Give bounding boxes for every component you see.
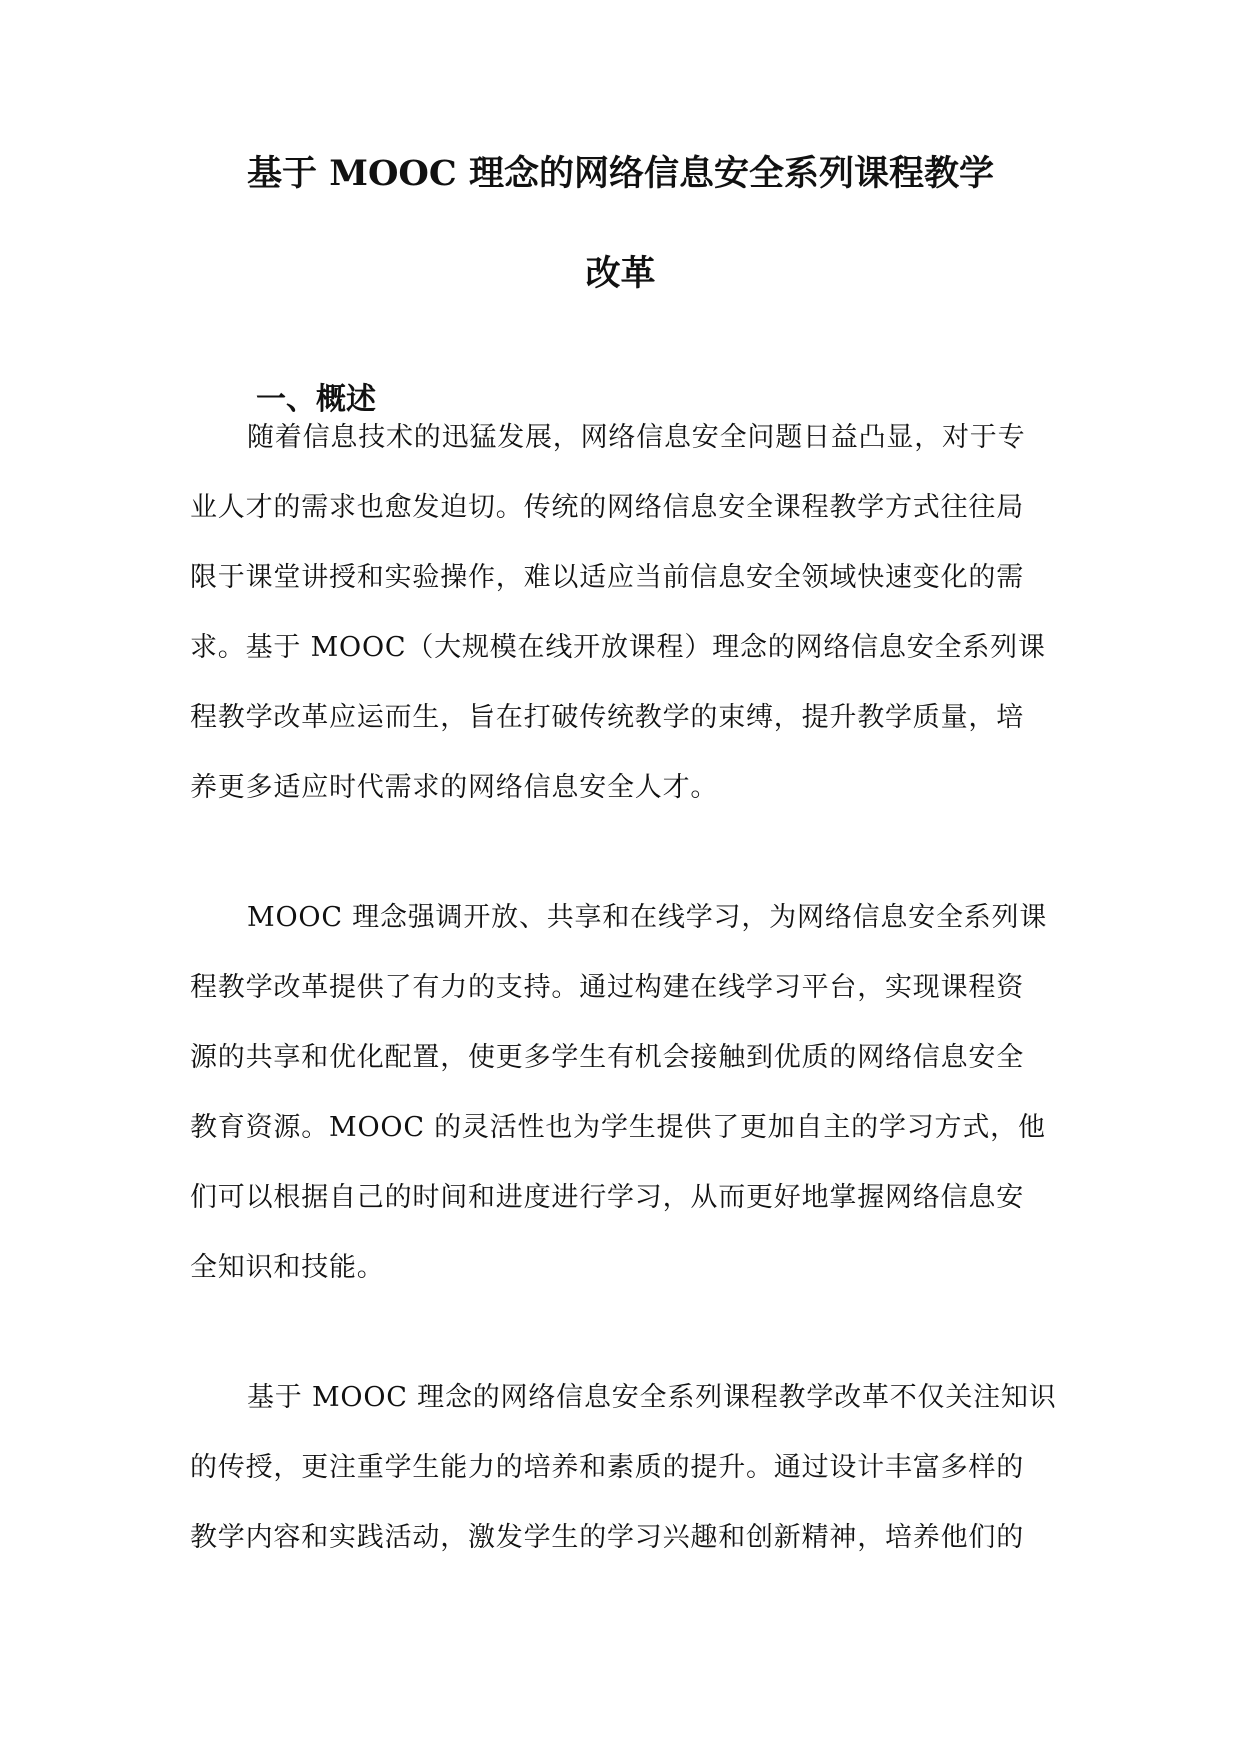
document-title-line-1: 基于 MOOC 理念的网络信息安全系列课程教学 xyxy=(247,153,994,194)
paragraph-line: 程教学改革提供了有力的支持。通过构建在线学习平台，实现课程资 xyxy=(190,972,1024,1003)
document-title-line-2: 改革 xyxy=(585,253,656,294)
paragraph-line: 教育资源。MOOC 的灵活性也为学生提供了更加自主的学习方式，他 xyxy=(190,1112,1046,1143)
paragraph-line: 随着信息技术的迅猛发展，网络信息安全问题日益凸显，对于专 xyxy=(247,422,1026,453)
paragraph-line: 源的共享和优化配置，使更多学生有机会接触到优质的网络信息安全 xyxy=(190,1042,1024,1073)
paragraph-line: 限于课堂讲授和实验操作，难以适应当前信息安全领域快速变化的需 xyxy=(190,562,1024,593)
paragraph-line: 基于 MOOC 理念的网络信息安全系列课程教学改革不仅关注知识 xyxy=(247,1382,1057,1413)
paragraph-line: 们可以根据自己的时间和进度进行学习，从而更好地掌握网络信息安 xyxy=(190,1182,1024,1213)
paragraph-line: 求。基于 MOOC（大规模在线开放课程）理念的网络信息安全系列课 xyxy=(190,632,1046,663)
paragraph-line: 的传授，更注重学生能力的培养和素质的提升。通过设计丰富多样的 xyxy=(190,1452,1024,1483)
paragraph-line: 程教学改革应运而生，旨在打破传统教学的束缚，提升教学质量，培 xyxy=(190,702,1024,733)
paragraph-line: 教学内容和实践活动，激发学生的学习兴趣和创新精神，培养他们的 xyxy=(190,1522,1024,1553)
paragraph-line: 业人才的需求也愈发迫切。传统的网络信息安全课程教学方式往往局 xyxy=(190,492,1024,523)
paragraph-line: 养更多适应时代需求的网络信息安全人才。 xyxy=(190,772,719,803)
paragraph-line: 全知识和技能。 xyxy=(190,1252,385,1283)
section-heading: 一、概述 xyxy=(256,382,376,417)
paragraph-line: MOOC 理念强调开放、共享和在线学习，为网络信息安全系列课 xyxy=(247,902,1048,933)
